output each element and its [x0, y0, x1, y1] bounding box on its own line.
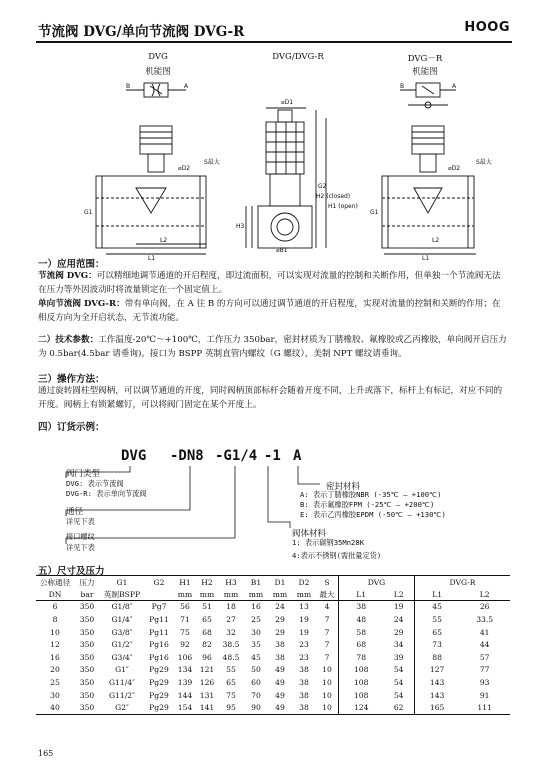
cell: 54 [393, 665, 404, 675]
cell: 20 [50, 665, 60, 675]
cell: 29 [275, 614, 285, 624]
cell: 144 [177, 690, 193, 700]
header-rule [36, 41, 512, 43]
th2-d1: mm [268, 589, 292, 601]
section-dimensions-title: 五）尺寸及压力 [38, 566, 105, 577]
cell: 23 [299, 640, 309, 650]
cell: 10 [50, 627, 60, 637]
label-l1-left: L1 [148, 255, 156, 262]
cell: 30 [251, 627, 261, 637]
label-l2-left: L2 [160, 237, 168, 244]
th2-d2: mm [292, 589, 316, 601]
order-seal-line-a: A: 表示丁腈橡胶NBR (-35℃ — +100℃) [300, 490, 442, 499]
cell: 27 [226, 614, 236, 624]
cell: 7 [324, 627, 330, 637]
cell: 19 [299, 614, 309, 624]
page-title: 节流阀 DVG/单向节流阀 DVG-R [38, 24, 245, 40]
cell: 18 [226, 602, 236, 612]
dimensions-table [36, 575, 510, 715]
label-d1: ⌀D1 [281, 99, 294, 106]
cell: 25 [251, 614, 261, 624]
cell: 23 [299, 652, 309, 662]
cell: 106 [177, 652, 193, 662]
cell: 65 [414, 626, 459, 639]
cell: 10 [322, 690, 332, 700]
cell: 30 [50, 690, 60, 700]
th-dvgr: DVG-R [414, 576, 510, 589]
order-code-type: DVG [121, 448, 147, 464]
cell: 38 [292, 701, 316, 714]
cell: 165 [414, 701, 459, 714]
cell: 77 [479, 665, 490, 675]
th2-dvg-l1: L1 [339, 589, 384, 601]
label-l2-right: L2 [432, 237, 440, 244]
cell: 92 [180, 640, 190, 650]
th-g2: G2 [144, 576, 174, 589]
label-l1-right: L1 [422, 255, 430, 262]
label-g1-right: G1 [370, 209, 379, 216]
cell: G2″ [100, 701, 144, 714]
cell: Pg11 [149, 627, 169, 637]
th2-dn: DN [36, 589, 74, 601]
cell: 55 [226, 665, 236, 675]
cell: 127 [414, 664, 459, 677]
cell: 65 [202, 614, 212, 624]
cell: G1/2″ [111, 640, 133, 650]
cell: 7 [324, 652, 330, 662]
cell: 55 [414, 613, 459, 626]
order-type-title: 阀门类型 [66, 469, 101, 479]
th2-dvgr-l2: L2 [459, 589, 510, 601]
cell: 38 [339, 600, 384, 613]
cell: Pg11 [149, 614, 169, 624]
cell: 57 [479, 652, 490, 662]
label-h2: H2 (closed) [316, 193, 351, 200]
cell: 51 [202, 602, 212, 612]
cell: 39 [393, 652, 404, 662]
cell: 350 [79, 690, 95, 700]
cell: 41 [479, 627, 490, 637]
label-b1: ⌀B1 [276, 247, 288, 254]
cell: 350 [79, 665, 95, 675]
cell: 58 [339, 626, 384, 639]
cell: 75 [180, 627, 190, 637]
cell: 68 [339, 638, 384, 651]
cell: 19 [393, 602, 404, 612]
th-s: S [316, 576, 339, 589]
cell: 108 [339, 676, 384, 689]
cell: G1″ [115, 665, 129, 675]
cell: Pg16 [149, 640, 169, 650]
cell: 65 [226, 677, 236, 687]
order-port-line: 详见下表 [66, 543, 95, 552]
fig-dvg-sub: 机能图 [145, 67, 171, 77]
label-b-right: B [400, 83, 405, 90]
cell: 49 [275, 665, 285, 675]
cell: 82 [202, 640, 212, 650]
section-order-title: 四）订货示例： [38, 422, 105, 433]
cell: 38.5 [222, 640, 240, 650]
cell: Pg29 [144, 701, 174, 714]
order-code-dn: -DN8 [170, 448, 204, 464]
cell: 350 [79, 640, 95, 650]
cell: 19 [299, 627, 309, 637]
th2-bar: bar [74, 589, 100, 601]
th2-dvg-l2: L2 [383, 589, 414, 601]
cell: 143 [414, 689, 459, 702]
paragraph-tech [38, 334, 508, 361]
order-type-line-2: DVG-R: 表示单向节流阀 [66, 489, 147, 498]
cell: 10 [316, 701, 339, 714]
cell: 49 [268, 701, 292, 714]
cell: 350 [79, 627, 95, 637]
label-a-left: A [184, 83, 189, 90]
cell: G3/4″ [111, 652, 133, 662]
cell: 45 [251, 652, 261, 662]
cell: Pg29 [149, 665, 169, 675]
cell: 24 [393, 614, 404, 624]
cell: 139 [177, 677, 193, 687]
table-row [36, 626, 510, 639]
cell: G1/4″ [111, 614, 133, 624]
th2-h2: mm [196, 589, 218, 601]
cell: 141 [196, 701, 218, 714]
th2-bspp: 英制BSPP [100, 589, 144, 601]
paragraph-dvgr-text: 带有单向阀，在 A 往 B 的方向可以通过调节通道的开启程度，实现对流量的控制和关断的作用；在相反方向为全开启状态，无节流功能。 [38, 299, 501, 323]
order-code-thread: -G1/4 [215, 448, 258, 464]
cell: 91 [479, 690, 490, 700]
paragraph-dvg [38, 270, 508, 297]
cell: 95 [218, 701, 244, 714]
cell: 38 [275, 652, 285, 662]
brand-name: HOOG [464, 20, 510, 35]
label-b-left: B [126, 83, 131, 90]
cell: 78 [339, 651, 384, 664]
table-row [36, 689, 510, 702]
cell: 45 [414, 600, 459, 613]
cell: 25 [50, 677, 60, 687]
th-b1: B1 [244, 576, 268, 589]
order-body-title: 阀体材料 [292, 529, 327, 539]
cell: 96 [202, 652, 212, 662]
cell: 350 [79, 602, 95, 612]
order-dn-line: 详见下表 [66, 517, 95, 526]
cell: 71 [180, 614, 190, 624]
fig-dvgr-name: DVG－R [407, 54, 443, 64]
cell: 48 [339, 613, 384, 626]
cell: 10 [322, 677, 332, 687]
th2-b1: mm [244, 589, 268, 601]
cell: 38 [275, 640, 285, 650]
cell: 73 [414, 638, 459, 651]
th-pressure: 压力 [74, 576, 100, 589]
label-h1: H1 (open) [328, 203, 358, 210]
cell: 93 [479, 677, 490, 687]
cell: 134 [177, 665, 193, 675]
th-h1: H1 [174, 576, 196, 589]
cell: 38 [299, 690, 309, 700]
table-header-row-2 [36, 589, 510, 601]
cell: 12 [50, 640, 60, 650]
cell: 60 [251, 677, 261, 687]
label-s-left: S最大 [204, 159, 220, 166]
cell: 38 [299, 665, 309, 675]
order-code-body: -1 [264, 448, 281, 464]
cell: 50 [251, 665, 261, 675]
cell: 49 [275, 690, 285, 700]
label-d2-right: ⌀D2 [448, 165, 461, 172]
th-d1: D1 [268, 576, 292, 589]
th-dn: 公称通径 [36, 576, 74, 589]
cell: 16 [251, 602, 261, 612]
cell: 124 [339, 701, 384, 714]
cell: 4 [324, 602, 330, 612]
label-s-right: S最大 [476, 159, 492, 166]
cell: 6 [52, 602, 58, 612]
cell: 24 [275, 602, 285, 612]
cell: 29 [275, 627, 285, 637]
order-seal-line-b: B: 表示氟橡胶FPM (-25℃ — +200℃) [300, 500, 435, 509]
section-tech-title: 二）技术参数： [38, 335, 99, 345]
page-header [38, 18, 510, 40]
cell: 54 [393, 690, 404, 700]
cell: 7 [324, 614, 330, 624]
cell: 111 [459, 701, 510, 714]
cell: Pg16 [149, 652, 169, 662]
cell: 62 [383, 701, 414, 714]
cell: 126 [199, 677, 215, 687]
th-h2: H2 [196, 576, 218, 589]
cell: 88 [414, 651, 459, 664]
label-a-right: A [452, 83, 457, 90]
cell: 143 [414, 676, 459, 689]
th-h3: H3 [218, 576, 244, 589]
paragraph-dvgr [38, 298, 508, 325]
table-row [36, 664, 510, 677]
order-port-title: 接口螺纹 [66, 532, 95, 541]
paragraph-operation: 通过旋转圆柱型阀柄，可以调节通道的开度，同时阀柄顶部标杆会随着开度不同，上升或落下，标杆上有标记，对应不同的开度。阀柄上有锁紧螺钉，可以将阀门固定在某个开度上。 [38, 386, 503, 410]
table-row [36, 613, 510, 626]
th2-h3: mm [218, 589, 244, 601]
cell: 350 [79, 614, 95, 624]
order-body-line-4: 4:表示不锈钢(需批量定货) [292, 551, 382, 560]
paragraph-dvg-text: 可以精细地调节通道的开启程度，即过流面积，可以实现对流量的控制和关断作用，但单独一个节流阀无法在压力等外因波动时将流量锁定在一个固定值上。 [38, 271, 501, 295]
cell: 7 [324, 640, 330, 650]
section-application-title: 一）应用范围： [38, 259, 105, 270]
order-seal-line-e: E: 表示乙丙橡胶EPDM (-50℃ — +130℃) [300, 510, 446, 519]
table-row [36, 638, 510, 651]
fig-dvg-name: DVG [148, 52, 168, 62]
cell: 13 [299, 602, 309, 612]
order-type-line-1: DVG: 表示节流阀 [66, 479, 124, 488]
cell: 350 [74, 701, 100, 714]
cell: 26 [479, 602, 490, 612]
cell: Pg29 [149, 690, 169, 700]
cell: 90 [244, 701, 268, 714]
cell: 56 [180, 602, 190, 612]
cell: 44 [479, 640, 490, 650]
cell: G1/8″ [111, 602, 133, 612]
valve-drawings [36, 48, 512, 262]
order-seal-title: 密封材料 [326, 482, 361, 492]
table-row [36, 600, 510, 613]
th-g1: G1 [100, 576, 144, 589]
cell: 131 [199, 690, 215, 700]
cell: 75 [226, 690, 236, 700]
cell: 48.5 [222, 652, 240, 662]
table-header-row-1 [36, 576, 510, 589]
cell: Pg29 [149, 677, 169, 687]
paragraph-dvgr-lead: 单向节流阀 DVG-R： [38, 299, 125, 309]
drawings-area [36, 48, 512, 262]
cell: G3/8″ [111, 627, 133, 637]
label-d2-left: ⌀D2 [178, 165, 191, 172]
cell: 32 [226, 627, 236, 637]
cell: 35 [251, 640, 261, 650]
label-g2: G2 [318, 183, 327, 190]
page-number: 165 [38, 749, 54, 758]
cell: 70 [251, 690, 261, 700]
cell: 54 [393, 677, 404, 687]
fig-dvgr-sub: 机能图 [412, 67, 438, 77]
cell: 350 [79, 652, 95, 662]
table-row [36, 651, 510, 664]
cell: 49 [275, 677, 285, 687]
cell: 154 [174, 701, 196, 714]
order-code-seal: A [293, 448, 302, 464]
cell: G11/2″ [109, 690, 135, 700]
th2-dvgr-l1: L1 [414, 589, 459, 601]
th2-h1: mm [174, 589, 196, 601]
cell: 108 [339, 664, 384, 677]
th2-g2 [144, 589, 174, 601]
th-dvg: DVG [339, 576, 415, 589]
cell: 10 [322, 665, 332, 675]
cell: 34 [393, 640, 404, 650]
cell: 33.5 [476, 614, 494, 624]
th-d2: D2 [292, 576, 316, 589]
cell: Pg7 [151, 602, 167, 612]
cell: 121 [199, 665, 215, 675]
table-row [36, 676, 510, 689]
cell: 16 [50, 652, 60, 662]
table-row [36, 701, 510, 714]
cell: 108 [339, 689, 384, 702]
paragraph-tech-text: 工作温度-20℃～+100℃，工作压力 350bar，密封材质为丁腈橡胶、氟橡胶或乙丙橡胶，单向阀开启压力为 0.5bar(4.5bar 请垂询)。接口为 BSPP 英制直管内螺纹（G 螺纹），美制 NPT 螺纹请垂询。 [38, 335, 507, 359]
section-operation-title: 三）操作方法： [38, 374, 105, 385]
order-dn-title: 通径 [66, 507, 84, 517]
cell: G11/4″ [109, 677, 135, 687]
fig-dvg-dvgr-name: DVG/DVG-R [272, 52, 324, 62]
cell: 40 [36, 701, 74, 714]
cell: 350 [79, 677, 95, 687]
order-body-line-1: 1: 表示碳钢35Mn28K [292, 538, 365, 547]
cell: 38 [299, 677, 309, 687]
cell: 68 [202, 627, 212, 637]
label-h3: H3 [236, 223, 245, 230]
label-g1-left: G1 [84, 209, 93, 216]
cell: 29 [393, 627, 404, 637]
cell: 8 [52, 614, 58, 624]
paragraph-dvg-lead: 节流阀 DVG： [38, 271, 97, 281]
th2-s: 最大 [316, 589, 339, 601]
